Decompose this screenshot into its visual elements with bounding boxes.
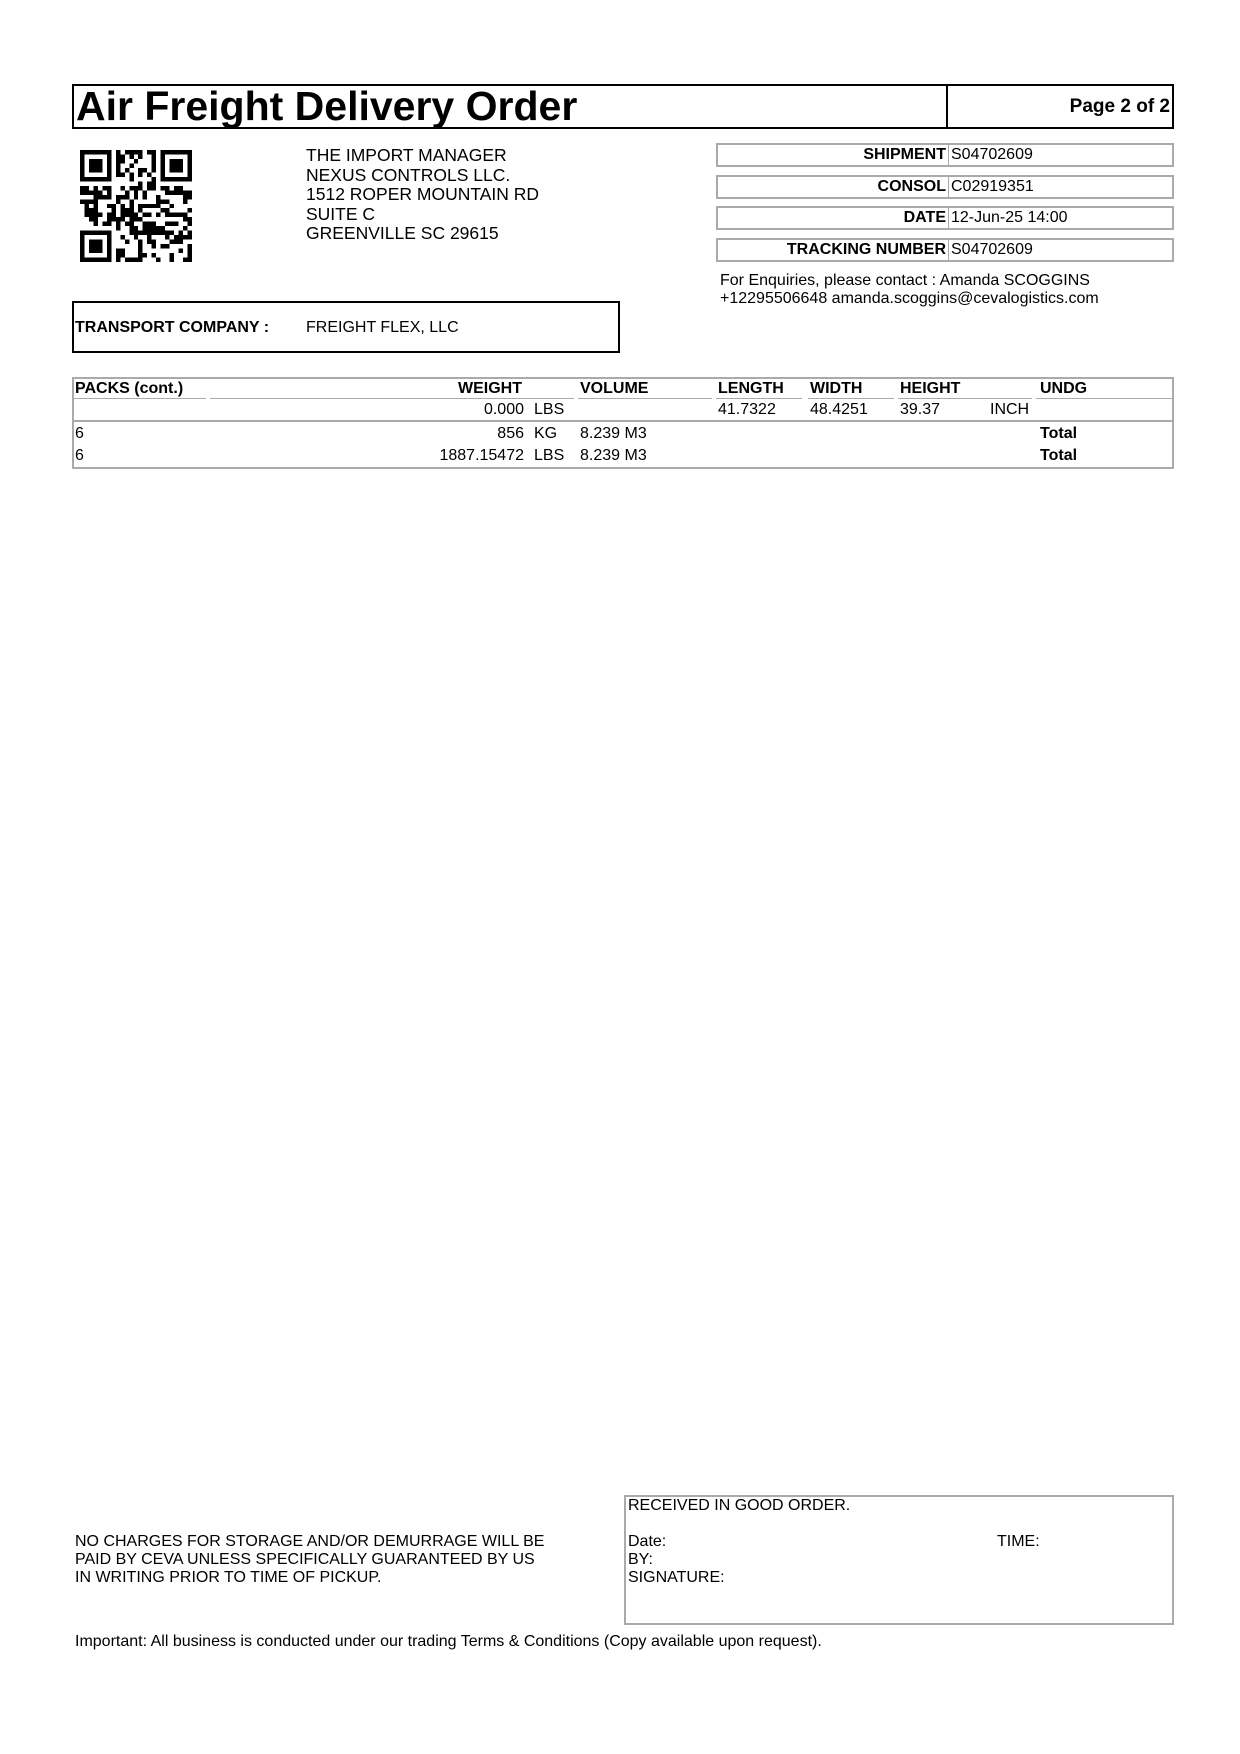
date-row — [716, 206, 1174, 230]
dim-length: 41.7322 — [718, 401, 776, 418]
address-line: NEXUS CONTROLS LLC. — [306, 164, 511, 185]
header-underline — [578, 398, 712, 399]
disclaimer-line: PAID BY CEVA UNLESS SPECIFICALLY GUARANTEED BY US — [75, 1551, 535, 1568]
total-weight-unit: LBS — [534, 447, 565, 464]
receipt-title: RECEIVED IN GOOD ORDER. — [628, 1497, 851, 1514]
total-weight: 1887.15472 — [439, 447, 524, 464]
storage-disclaimer — [75, 1533, 544, 1587]
dim-unit: INCH — [990, 401, 1030, 418]
receipt-by-label: BY: — [628, 1551, 653, 1568]
dim-weight-unit: LBS — [534, 401, 565, 418]
tracking-row — [716, 238, 1174, 262]
transport-label: TRANSPORT COMPANY : — [75, 319, 270, 336]
title-divider — [946, 84, 948, 129]
enquiry-line: For Enquiries, please contact : Amanda SCOGGINS — [720, 272, 1090, 289]
header-underline — [210, 398, 574, 399]
total-weight-unit: KG — [534, 425, 558, 442]
header-weight: WEIGHT — [458, 380, 522, 397]
header-length: LENGTH — [718, 380, 784, 397]
shipment-row — [716, 143, 1174, 167]
document-title: Air Freight Delivery Order — [76, 83, 578, 129]
address-line: SUITE C — [306, 203, 376, 224]
disclaimer-line: IN WRITING PRIOR TO TIME OF PICKUP. — [75, 1569, 382, 1586]
receipt-date-label: Date: — [628, 1533, 667, 1550]
consol-row — [716, 175, 1174, 199]
total-label: Total — [1040, 425, 1078, 442]
header-undg: UNDG — [1040, 380, 1088, 397]
shipment-label: SHIPMENT — [863, 146, 946, 163]
receipt-signature-label: SIGNATURE: — [628, 1569, 725, 1586]
header-width: WIDTH — [810, 380, 863, 397]
dim-weight: 0.000 — [483, 401, 524, 418]
enquiry-line: +12295506648 amanda.scoggins@cevalogistics.com — [720, 290, 1099, 307]
total-packs: 6 — [75, 447, 84, 464]
address-line: GREENVILLE SC 29615 — [306, 223, 499, 243]
total-volume: 8.239 M3 — [580, 447, 647, 464]
divider — [948, 208, 949, 228]
terms-notice: Important: All business is conducted under our trading Terms & Conditions (Copy available upon request). — [75, 1633, 822, 1650]
total-weight: 856 — [497, 425, 524, 442]
address-line: 1512 ROPER MOUNTAIN RD — [306, 184, 540, 204]
header-underline — [74, 398, 206, 399]
total-packs: 6 — [75, 425, 84, 442]
page-number: Page 2 of 2 — [1069, 96, 1170, 117]
shipment-value: S04702609 — [951, 146, 1033, 163]
transport-value: FREIGHT FLEX, LLC — [306, 319, 459, 336]
total-label: Total — [1040, 447, 1078, 464]
header-volume: VOLUME — [580, 380, 649, 397]
date-label: DATE — [903, 209, 946, 226]
date-value: 12-Jun-25 14:00 — [951, 209, 1068, 226]
address-line: THE IMPORT MANAGER — [306, 145, 507, 165]
consol-value: C02919351 — [951, 178, 1034, 195]
tracking-value: S04702609 — [951, 241, 1033, 258]
consol-label: CONSOL — [877, 178, 946, 195]
row-divider — [72, 420, 1174, 422]
header-underline — [898, 398, 1032, 399]
disclaimer-line: NO CHARGES FOR STORAGE AND/OR DEMURRAGE WILL BE — [75, 1533, 545, 1550]
header-underline — [1036, 398, 1172, 399]
qr-code-icon — [80, 150, 192, 262]
dim-width: 48.4251 — [810, 401, 868, 418]
divider — [948, 177, 949, 197]
total-volume: 8.239 M3 — [580, 425, 647, 442]
divider — [948, 145, 949, 165]
dim-height: 39.37 — [900, 401, 941, 418]
enquiry-contact — [720, 272, 1099, 308]
receipt-time-label: TIME: — [997, 1533, 1040, 1550]
header-packs: PACKS (cont.) — [75, 380, 184, 397]
header-underline — [808, 398, 894, 399]
header-height: HEIGHT — [900, 380, 961, 397]
tracking-label: TRACKING NUMBER — [786, 241, 946, 258]
header-underline — [716, 398, 802, 399]
consignee-address — [306, 146, 539, 244]
divider — [948, 240, 949, 260]
